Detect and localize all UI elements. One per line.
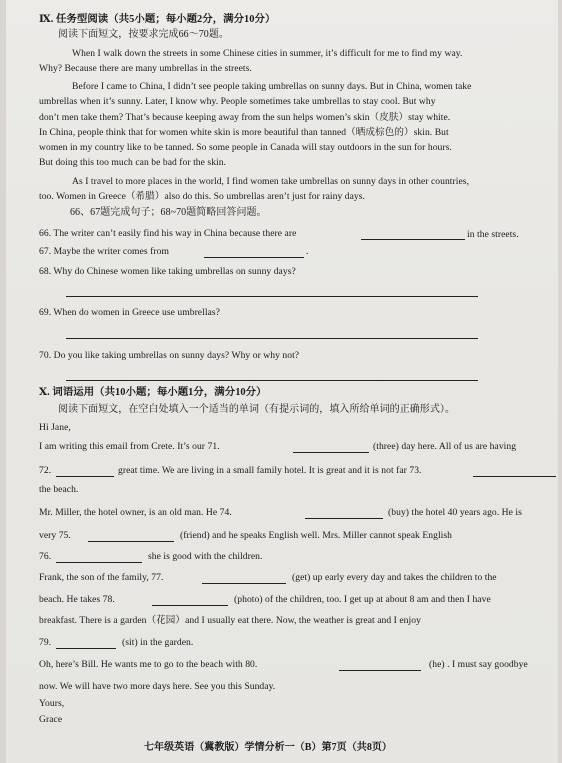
exam-page xyxy=(6,0,558,763)
email-line: 72. xyxy=(39,465,52,476)
page-footer: 七年级英语（冀教版）学情分析一（B）第7页（共8页） xyxy=(144,742,392,753)
answer-line-70[interactable] xyxy=(66,380,478,381)
answer-line-69[interactable] xyxy=(66,338,478,339)
question-69: 69. When do women in Greece use umbrellas? xyxy=(39,307,220,318)
answer-blank-73[interactable] xyxy=(473,476,556,477)
section-10-instruction: 阅读下面短文，在空白处填入一个适当的单词（有提示词的，填入所给单词的正确形式）。 xyxy=(58,404,455,415)
email-line: beach. He takes 78. xyxy=(39,594,115,605)
answer-blank-67[interactable] xyxy=(204,257,304,258)
answer-blank-76[interactable] xyxy=(56,562,142,563)
email-line-hint: (buy) the hotel 40 years ago. He is xyxy=(388,507,522,518)
email-line: Mr. Miller, the hotel owner, is an old man. He 74. xyxy=(39,507,232,518)
answer-blank-79[interactable] xyxy=(56,648,116,649)
passage-line: When I walk down the streets in some Chinese cities in summer, it’s difficult for me to find my way. xyxy=(72,48,463,59)
email-line: Frank, the son of the family, 77. xyxy=(39,572,164,583)
email-line: great time. We are living in a small family hotel. It is great and it is not far 73. xyxy=(118,465,422,476)
email-line: very 75. xyxy=(39,530,71,541)
email-line: she is good with the children. xyxy=(148,551,263,562)
email-line: 76. xyxy=(39,551,52,562)
email-line: the beach. xyxy=(39,484,79,495)
answer-blank-78[interactable] xyxy=(152,605,228,606)
email-line: I am writing this email from Crete. It’s our 71. xyxy=(39,441,220,452)
question-66: 66. The writer can’t easily find his way in China because there are xyxy=(39,228,297,239)
question-70: 70. Do you like taking umbrellas on sunny days? Why or why not? xyxy=(39,350,300,361)
email-line: breakfast. There is a garden（花园）and I usually eat there. Now, the weather is great and I enjoy xyxy=(39,615,421,626)
answer-blank-80[interactable] xyxy=(339,670,421,671)
email-greeting: Hi Jane, xyxy=(39,422,71,433)
answer-line-68[interactable] xyxy=(66,296,478,297)
email-line-hint: (photo) of the children, too. I get up at about 8 am and then I have xyxy=(234,594,491,605)
passage-line: umbrellas when it’s sunny. Later, I know why. People sometimes take umbrellas to stay cool. But why xyxy=(39,96,436,107)
email-line: Oh, here’s Bill. He wants me to go to the beach with 80. xyxy=(39,659,258,670)
answer-blank-74[interactable] xyxy=(305,518,383,519)
email-line-hint: (friend) and he speaks English well. Mrs. Miller cannot speak English xyxy=(180,530,453,541)
passage-line: Why? Because there are many umbrellas in the streets. xyxy=(39,63,252,74)
question-67-end: . xyxy=(306,246,309,257)
passage-line: But doing this too much can be bad for the skin. xyxy=(39,157,227,168)
section-9-instruction: 阅读下面短文，按要求完成66～70题。 xyxy=(58,29,229,40)
section-9-title: Ⅸ. 任务型阅读（共5小题；每小题2分，满分10分） xyxy=(39,14,276,25)
answer-blank-77[interactable] xyxy=(202,583,286,584)
section-10-title: Ⅹ. 词语运用（共10小题；每小题1分，满分10分） xyxy=(39,387,267,398)
passage-line: too. Women in Greece（希腊）also do this. So umbrellas aren’t just for rainy days. xyxy=(39,191,365,202)
passage-line: women in my country like to be tanned. So some people in Canada will stay outdoors in the sun for hours. xyxy=(39,142,452,153)
email-line-hint: (get) up early every day and takes the children to the xyxy=(292,572,497,583)
question-66-end: in the streets. xyxy=(467,229,519,240)
email-line-hint: (three) day here. All of us are having xyxy=(373,441,517,452)
question-67: 67. Maybe the writer comes from xyxy=(39,246,169,257)
question-68: 68. Why do Chinese women like taking umbrellas on sunny days? xyxy=(39,266,296,277)
email-line-hint: (sit) in the garden. xyxy=(122,637,194,648)
task-note: 66、67题完成句子；68~70题简略回答问题。 xyxy=(70,207,267,218)
answer-blank-71[interactable] xyxy=(293,452,369,453)
email-line-hint: (he) . I must say goodbye xyxy=(429,659,528,670)
passage-line: As I travel to more places in the world, I find women take umbrellas on sunny days in other countries, xyxy=(72,176,470,187)
passage-line: In China, people think that for women white skin is more beautiful than tanned（晒成棕色的）skin. But xyxy=(39,127,449,138)
email-line: 79. xyxy=(39,637,52,648)
passage-line: don’t men take them? That’s because keeping away from the sun helps women’s skin（皮肤）stay white. xyxy=(39,112,451,123)
passage-line: Before I came to China, I didn’t see people taking umbrellas on sunny days. But in China, women take xyxy=(72,81,472,92)
email-signature: Grace xyxy=(39,714,63,725)
answer-blank-66[interactable] xyxy=(361,239,465,240)
email-line: now. We will have two more days here. See you this Sunday. xyxy=(39,681,276,692)
answer-blank-75[interactable] xyxy=(88,541,174,542)
answer-blank-72[interactable] xyxy=(56,476,114,477)
email-closing: Yours, xyxy=(39,698,65,709)
